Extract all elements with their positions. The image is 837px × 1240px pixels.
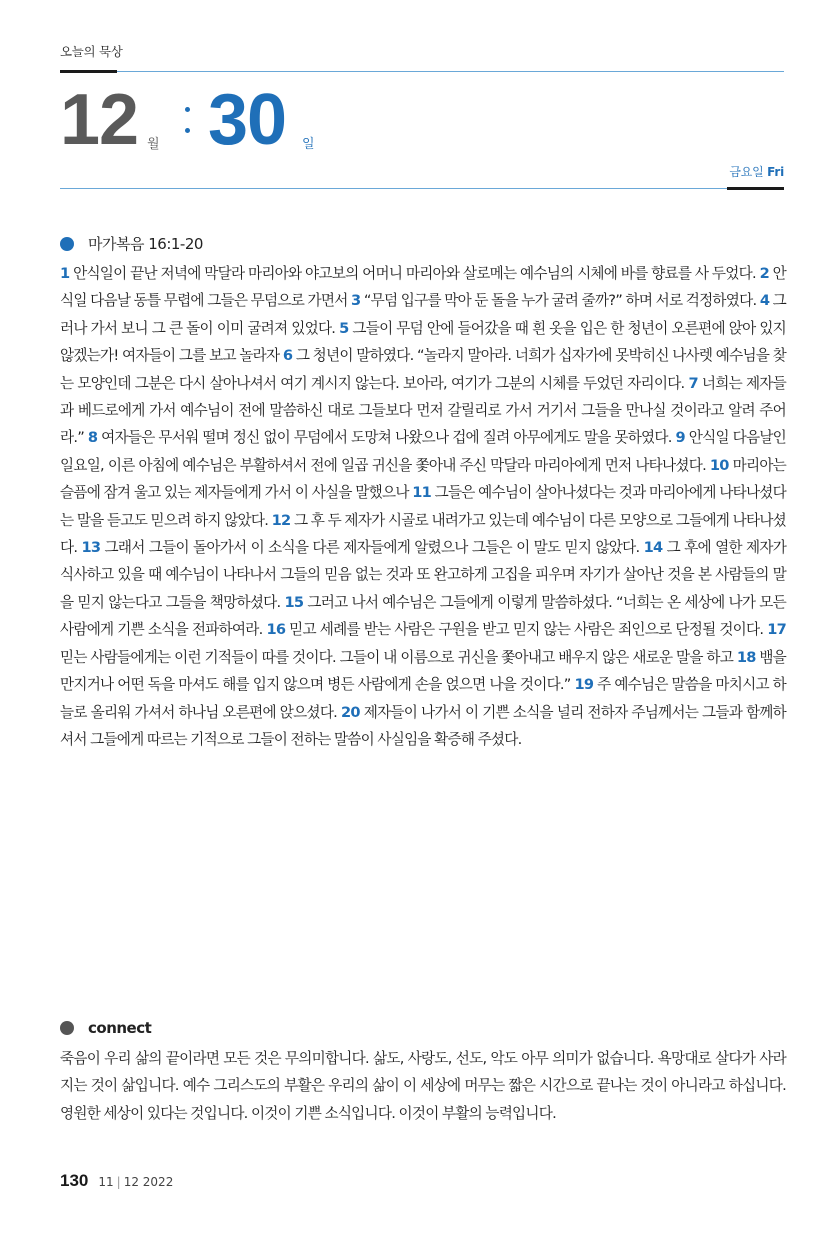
colon-dot-top [185,107,190,112]
scripture-reference: 마가복음 16:1-20 [88,235,203,253]
day-number: 30 [208,80,287,160]
weekday-underline [727,187,784,190]
header-top-rule [117,71,784,72]
weekday-korean: 금요일 [729,165,764,179]
verse-number: 5 [339,319,349,337]
section-label: 오늘의 묵상 [60,44,123,59]
verse-text: 그 청년이 말하였다. “놀라지 말아라. 너희가 십자가에 못박히신 나사렛 예수님을 찾는 모양인데 그분은 다시 살아나셔서 여기 계시지 않는다. 보아라, 여기가 그분의 시체를 두었던 자리이다. [60,347,787,392]
verse-number: 19 [574,676,594,694]
scripture-text [60,260,786,753]
verse-text: “무덤 입구를 막아 둔 돌을 누가 굴려 줄까?” 하며 서로 걱정하였다. [363,292,757,310]
verse-number: 13 [81,539,101,557]
issue-separator: | [116,1175,121,1189]
issue-info [98,1175,173,1189]
connect-bullet-icon [60,1021,74,1035]
weekday-label [729,163,784,180]
section-label-underline [60,70,117,73]
issue-date: 12 2022 [123,1175,174,1189]
verse-text: 마리아는 슬픔에 잠겨 울고 있는 제자들에게 가서 이 사실을 말했으나 [60,456,787,502]
verse-number: 3 [351,292,361,310]
verse-number: 2 [759,265,769,282]
verse-text: 그러나 가서 보니 그 큰 돌이 이미 굴려져 있었다. [60,292,787,337]
verse-number: 20 [340,703,360,721]
verse-number: 15 [284,593,304,611]
verse-text: 안식일 다음날 동틀 무렵에 그들은 무덤으로 가면서 [60,265,787,310]
verse-text: 그래서 그들이 돌아가서 이 소식을 다른 제자들에게 알렸으나 그들은 이 말도 믿지 않았다. [104,539,640,557]
month-number: 12 [60,80,139,160]
verse-number: 12 [271,511,291,529]
verse-text: 여자들은 무서워 떨며 정신 없이 무덤에서 도망쳐 나왔으나 겁에 질려 아무에게도 말을 못하였다. [101,429,672,447]
verse-text: 너희는 제자들과 베드로에게 가서 예수님이 전에 말씀하신 대로 그들보다 먼저 갈릴리로 가서 거기서 그들을 만나실 것이라고 알려 주어라.” [60,374,786,447]
verse-number: 17 [767,621,787,639]
verse-number: 14 [643,539,663,557]
colon-dot-bottom [185,128,190,133]
verse-number: 8 [87,429,98,447]
date-display [60,80,460,160]
page-footer [60,1171,173,1191]
connect-title: connect [88,1019,152,1037]
verse-text: 뱀을 만지거나 어떤 독을 마셔도 해를 입지 않으며 병든 사람에게 손을 얹으면 나을 것이다.” [60,648,787,694]
verse-text: 주 예수님은 말씀을 마치시고 하늘로 올리워 가셔서 하나님 오른편에 앉으셨다. [60,676,787,721]
verse-text: 제자들이 나가서 이 기쁜 소식을 널리 전하자 주님께서는 그들과 함께하셔서 그들에게 따르는 기적으로 그들이 전하는 말씀이 사실임을 확증해 주셨다. [60,703,787,748]
verse-text: 그 후 두 제자가 시골로 내려가고 있는데 예수님이 다른 모양으로 그들에게 나타나셨다. [60,511,787,557]
month-unit: 월 [147,137,160,152]
verse-text: 믿는 사람들에게는 이런 기적들이 따를 것이다. 그들이 내 이름으로 귀신을 쫓아내고 배우지 않은 새로운 말을 하고 [60,648,734,666]
day-unit: 일 [302,137,315,152]
verse-text: 그 후에 열한 제자가 식사하고 있을 때 예수님이 나타나서 그들의 믿음 없는 것과 또 완고하게 고집을 피우며 자기가 살아난 것을 본 사람들의 말을 믿지 않는다고 그들을 책망하셨다. [60,539,787,611]
weekday-english: Fri [767,165,784,179]
verse-number: 11 [412,484,432,502]
verse-text: 안식일 다음날인 일요일, 이른 아침에 예수님은 부활하셔서 전에 일곱 귀신을 쫓아내 주신 막달라 마리아에게 먼저 나타나셨다. [60,429,787,474]
verse-number: 9 [675,429,685,447]
verse-text: 그러고 나서 예수님은 그들에게 이렇게 말씀하셨다. “너희는 온 세상에 나가 모든 사람에게 기쁜 소식을 전파하여라. [60,593,786,639]
verse-number: 18 [736,648,756,666]
verse-number: 10 [709,456,729,474]
issue-month: 11 [98,1175,114,1189]
connect-heading [60,1019,151,1037]
verse-text: 그들은 예수님이 살아나셨다는 것과 마리아에게 나타나셨다는 말을 듣고도 믿으려 하지 않았다. [60,484,786,529]
scripture-heading [60,233,203,254]
scripture-bullet-icon [60,237,74,251]
verse-number: 1 [60,265,70,282]
verse-number: 6 [282,347,293,365]
verse-number: 4 [759,292,770,310]
connect-text: 죽음이 우리 삶의 끝이라면 모든 것은 무의미합니다. 삶도, 사랑도, 선도, 악도 아무 의미가 없습니다. 욕망대로 살다가 사라지는 것이 삶입니다. 예수 그리스도의 부활은 우리의 삶이 이 세상에 머무는 짧은 시간으로 끝나는 것이 아니라고 하십니다. 영원한 세상이 있다는 것입니다. 이것이 기쁜 소식입니다. 이것이 부활의 능력입니다. [60,1050,786,1122]
verse-text: 그들이 무덤 안에 들어갔을 때 흰 옷을 입은 한 청년이 오른편에 앉아 있지 않겠는가! 여자들이 그를 보고 놀라자 [60,319,787,365]
verse-text: 안식일이 끝난 저녁에 막달라 마리아와 야고보의 어머니 마리아와 살로메는 예수님의 시체에 바를 향료를 사 두었다. [73,265,756,282]
verse-number: 16 [266,621,286,639]
header-bottom-rule [60,188,727,189]
verse-text: 믿고 세례를 받는 사람은 구원을 받고 믿지 않는 사람은 죄인으로 단정될 것이다. [289,621,764,639]
page-number: 130 [60,1171,89,1190]
verse-number: 7 [688,374,698,392]
